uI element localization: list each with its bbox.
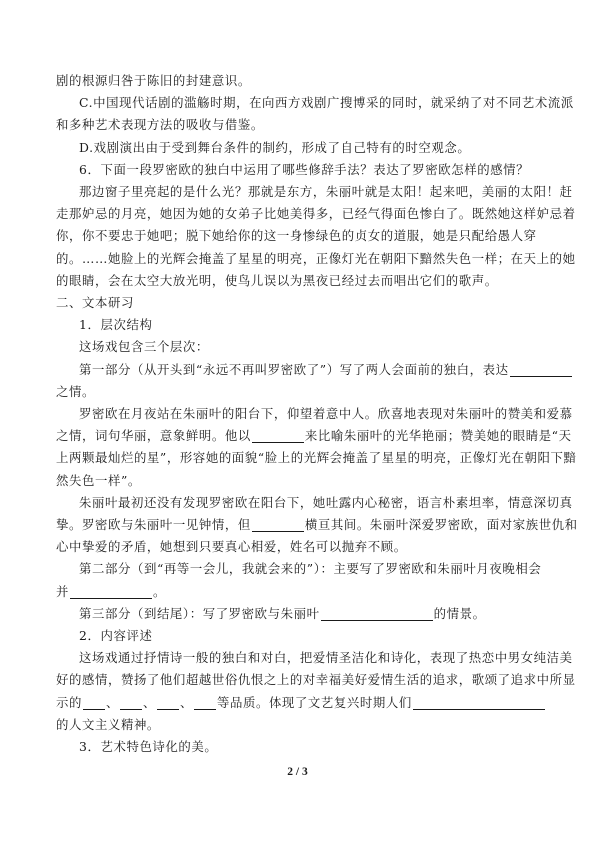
text-line: 然失色一样”。 xyxy=(56,472,141,488)
text-line: 挚。罗密欧与朱丽叶一见钟情，但 横亘其间。朱丽叶深爱罗密欧，面对家族世仇和 xyxy=(56,517,578,533)
answer-blank[interactable] xyxy=(194,695,216,710)
text-line: 和多种艺术表现方法的吸收与借鉴。 xyxy=(56,117,264,133)
text-line: 之情，词句华丽，意象鲜明。他以 来比喻朱丽叶的光华艳丽；赞美她的眼睛是“天 xyxy=(56,428,572,444)
subsection-heading: 3．艺术特色诗化的美。 xyxy=(79,739,218,755)
monologue-line: 走那妒忌的月亮，她因为她的女弟子比她美得多，已经气得面色惨白了。既然她这样妒忌着 xyxy=(56,206,576,222)
option-c: C.中国现代话剧的滥觞时期，在向西方戏剧广搜博采的同时，就采纳了对不同艺术流派 xyxy=(79,95,574,111)
answer-blank[interactable] xyxy=(83,695,105,710)
section-heading: 二、文本研习 xyxy=(56,295,134,311)
part-two-line: 第二部分（到“再等一会儿，我就会来的”）：主要写了罗密欧和朱丽叶月夜晚相会 xyxy=(79,561,542,577)
option-d: D.戏剧演出由于受到舞台条件的制约，形成了自己特有的时空观念。 xyxy=(79,139,471,155)
text-line: 并 。 xyxy=(56,583,166,599)
part-three-line: 第三部分（到结尾）：写了罗密欧与朱丽叶 的情景。 xyxy=(79,605,486,621)
answer-blank[interactable] xyxy=(120,695,142,710)
monologue-line: 那边窗子里亮起的是什么光？那就是东方，朱丽叶就是太阳！起来吧，美丽的太阳！赶 xyxy=(79,184,573,200)
answer-blank[interactable] xyxy=(321,606,433,621)
subsection-heading: 2．内容评述 xyxy=(79,628,153,644)
answer-blank[interactable] xyxy=(252,428,304,443)
answer-blank[interactable] xyxy=(510,362,572,377)
monologue-line: 的眼睛，会在太空大放光明，使鸟儿误以为黑夜已经过去而唱出它们的歌声。 xyxy=(56,272,498,288)
text-line: 罗密欧在月夜站在朱丽叶的阳台下，仰望着意中人。欣喜地表现对朱丽叶的赞美和爱慕 xyxy=(79,406,573,422)
page-number: 2 / 3 xyxy=(287,766,308,778)
text-line: 心中挚爱的矛盾，她想到只要真心相爱，姓名可以抛弃不顾。 xyxy=(56,539,407,555)
text-line: 好的感情，赞扬了他们超越世俗仇恨之上的对幸福美好爱情生活的追求，歌颂了追求中所显 xyxy=(56,672,576,688)
answer-blank[interactable] xyxy=(252,517,304,532)
monologue-line: 你，你不要忠于她吧；脱下她给你的这一身惨绿色的贞女的道服，她是只配给愚人穿 xyxy=(56,228,537,244)
page-body xyxy=(56,70,578,758)
subsection-heading: 1．层次结构 xyxy=(79,317,153,333)
question-6: 6．下面一段罗密欧的独白中运用了哪些修辞手法？表达了罗密欧怎样的感情？ xyxy=(79,161,530,177)
text-line: 朱丽叶最初还没有发现罗密欧在阳台下，她吐露内心秘密，语言朴素坦率，情意深切真 xyxy=(79,494,573,510)
text-line: 示的 、 、 、 等品质。体现了文艺复兴时期人们 xyxy=(56,692,545,714)
answer-blank[interactable] xyxy=(413,695,545,710)
part-one-line: 第一部分（从开头到“永远不再叫罗密欧了”）写了两人会面前的独白，表达 xyxy=(56,359,545,381)
answer-blank[interactable] xyxy=(70,584,152,599)
text-line: 这场戏包含三个层次： xyxy=(79,339,209,355)
text-line: 这场戏通过抒情诗一般的独白和对白，把爱情圣洁化和诗化，表现了热恋中男女纯洁美 xyxy=(79,650,573,666)
text-line: 上两颗最灿烂的星”，形容她的面貌“脸上的光辉会掩盖了星星的明亮，正像灯光在朝阳下黯 xyxy=(56,450,577,466)
text-line: 的人文主义精神。 xyxy=(56,716,160,732)
answer-blank[interactable] xyxy=(157,695,179,710)
text-line: 剧的根源归咎于陈旧的封建意识。 xyxy=(56,73,251,88)
monologue-line: 的。……她脸上的光辉会掩盖了星星的明亮，正像灯光在朝阳下黯然失色一样；在天上的她 xyxy=(56,250,576,266)
text-line: 之情。 xyxy=(56,383,95,399)
